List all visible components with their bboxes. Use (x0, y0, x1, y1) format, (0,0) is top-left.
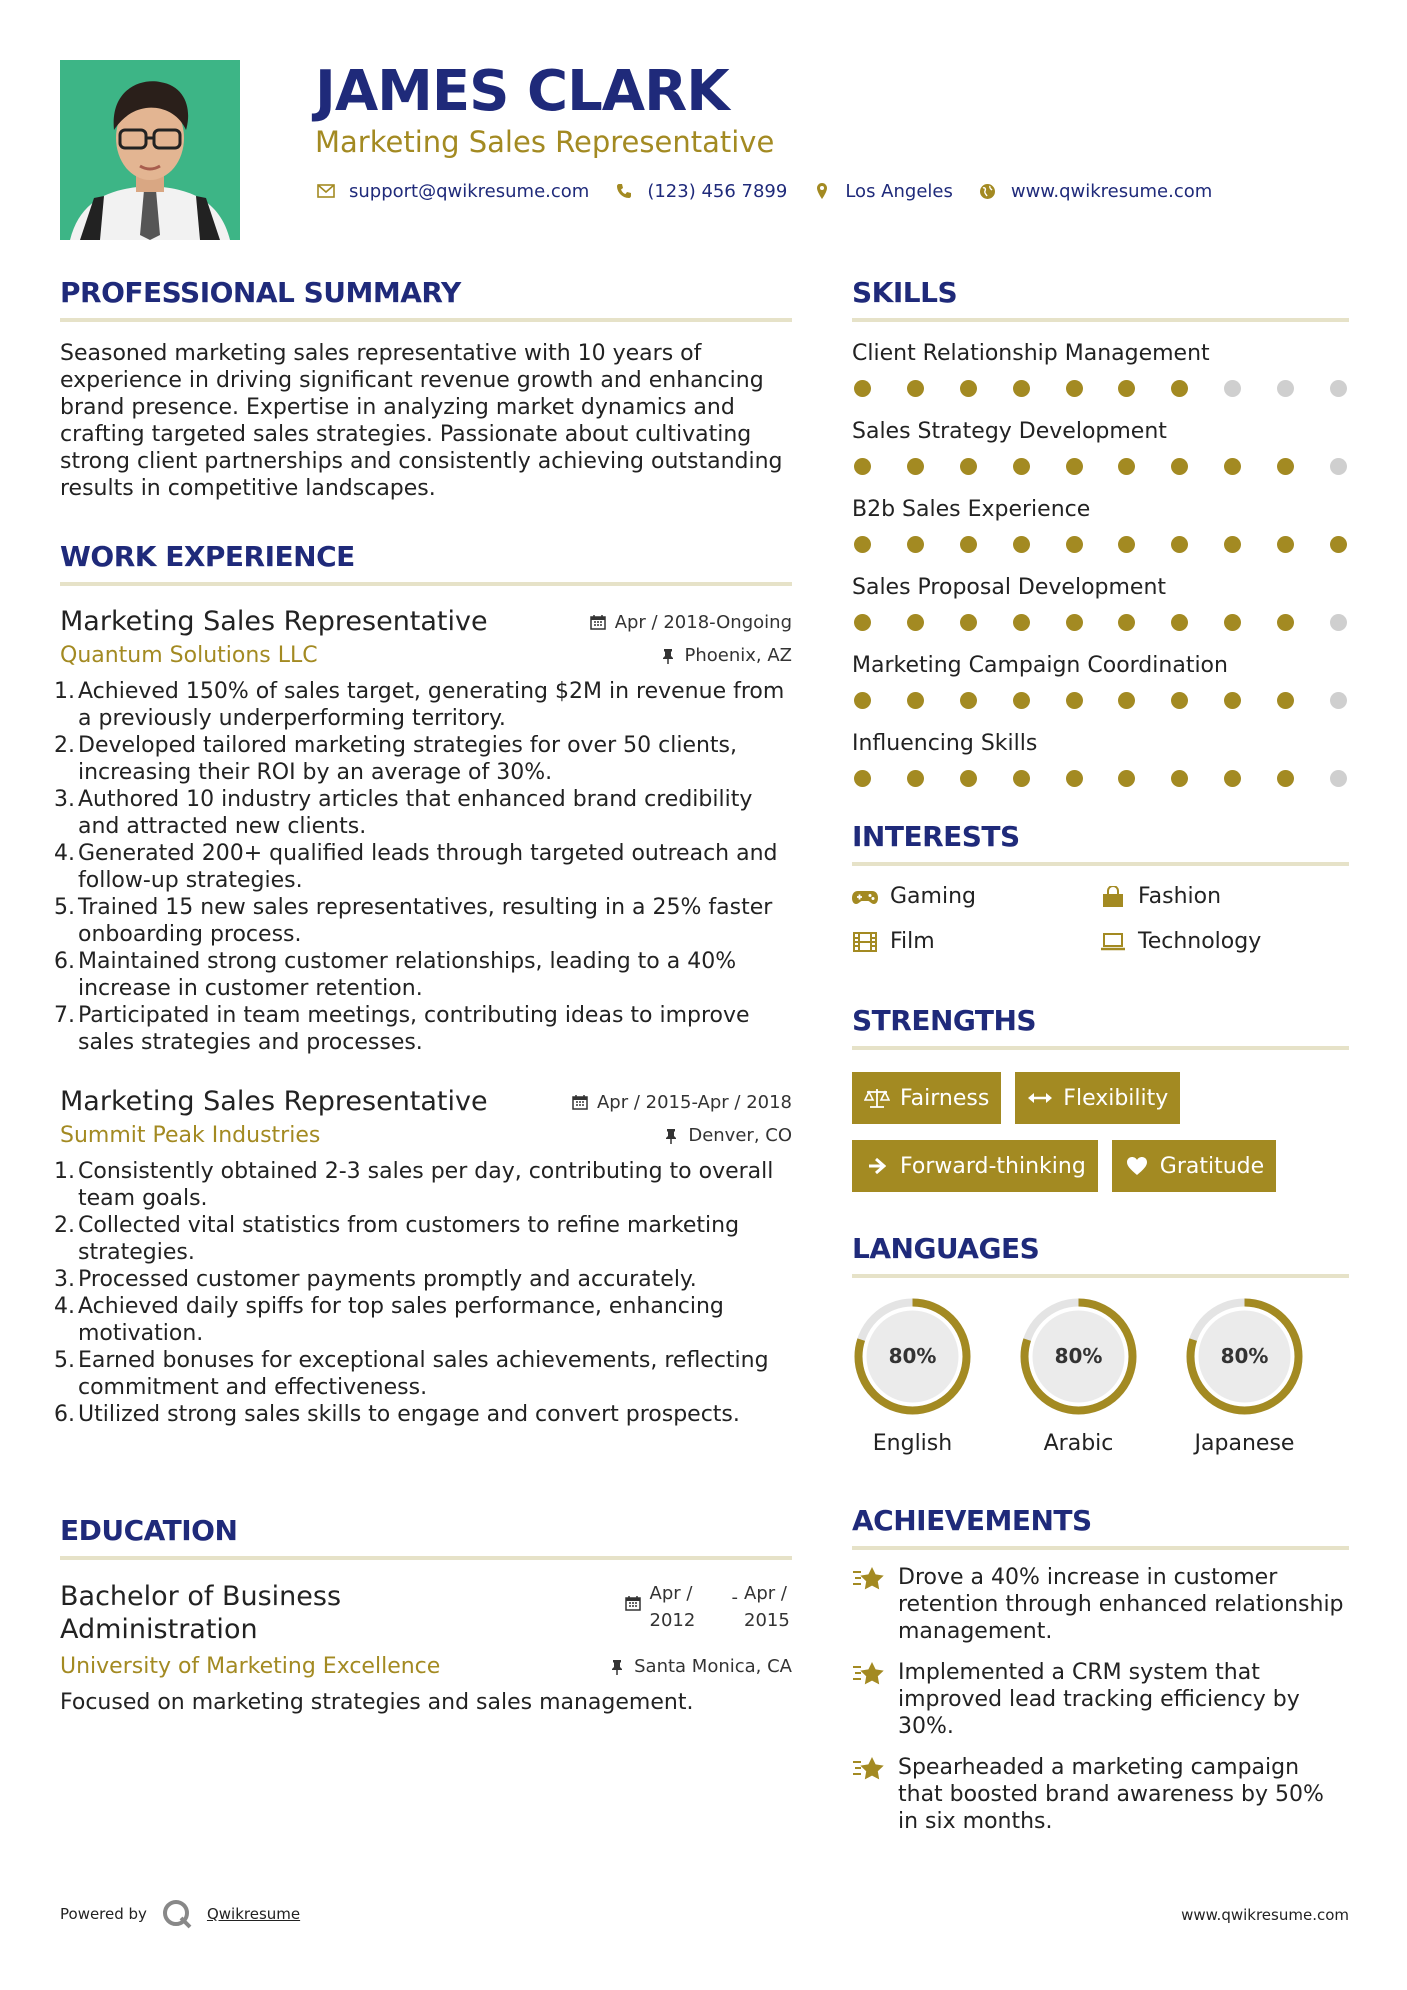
education-section (60, 1514, 792, 1716)
rating-dot-filled (960, 458, 977, 475)
contact-email[interactable]: support@qwikresume.com (349, 180, 590, 202)
rating-dot-filled (854, 614, 871, 631)
rating-dot-filled (907, 614, 924, 631)
list-item: 2. Collected vital statistics from customers to refine marketing strategies. (54, 1213, 740, 1265)
film-icon (852, 931, 878, 953)
rating-dot-filled (1066, 692, 1083, 709)
strength-tag-fairness: Fairness (852, 1072, 1001, 1124)
strength-tag-flexibility: Flexibility (1015, 1072, 1180, 1124)
section-divider (852, 862, 1349, 866)
achievements-title: ACHIEVEMENTS (852, 1504, 1092, 1537)
rating-dot-filled (1277, 536, 1294, 553)
list-item: 4. Generated 200+ qualified leads through targeted outreach and follow-up strategies. (54, 841, 778, 893)
skill-rating (852, 536, 1349, 553)
calendar-icon (571, 1093, 589, 1111)
list-item: 7. Participated in team meetings, contributing ideas to improve sales strategies and processes. (54, 1003, 750, 1055)
skills-list (852, 340, 1349, 787)
list-item: 3. Processed customer payments promptly and accurately. (54, 1267, 697, 1292)
company-name: Quantum Solutions LLC (60, 643, 318, 668)
job-date-text: Apr / 2018-Ongoing (614, 611, 792, 633)
language-item (1184, 1296, 1305, 1456)
rating-dot-filled (1013, 458, 1030, 475)
language-gauge (1184, 1296, 1305, 1417)
rating-dot-filled (1066, 380, 1083, 397)
contact-website[interactable]: www.qwikresume.com (1010, 180, 1213, 202)
candidate-name: JAMES CLARK (315, 59, 729, 124)
skill-rating (852, 614, 1349, 631)
job-location-text: Denver, CO (688, 1125, 792, 1146)
job-location (662, 1125, 792, 1146)
rating-dot-filled (1013, 770, 1030, 787)
skill-name: Marketing Campaign Coordination (852, 653, 1228, 678)
list-item: 1. Achieved 150% of sales target, generating $2M in revenue from a previously underperforming territory. (54, 679, 785, 731)
summary-title: PROFESSIONAL SUMMARY (60, 276, 461, 309)
heart-icon (1124, 1155, 1150, 1177)
footer-powered-by: Powered by Qwikresume (60, 1898, 300, 1930)
rating-dot-filled (854, 536, 871, 553)
calendar-icon (589, 613, 607, 631)
skill-name: Sales Proposal Development (852, 575, 1167, 600)
profile-photo (60, 60, 240, 240)
gauge-label: 80% (1220, 1344, 1269, 1368)
rating-dot-empty (1330, 770, 1347, 787)
rating-dot-empty (1330, 614, 1347, 631)
rating-dot-filled (1277, 458, 1294, 475)
education-dates (624, 1580, 793, 1646)
strengths-title: STRENGTHS (852, 1004, 1037, 1037)
rating-dot-filled (854, 692, 871, 709)
rating-dot-filled (1118, 380, 1135, 397)
profile-photo-illustration (60, 60, 240, 240)
rating-dot-empty (1330, 380, 1347, 397)
education-start: Apr / 2012 (649, 1583, 696, 1631)
skill-rating (852, 380, 1349, 397)
language-name: Japanese (1194, 1431, 1295, 1456)
job-location (659, 645, 793, 666)
languages-section (852, 1232, 1349, 1456)
job-date (571, 1092, 792, 1113)
shopping-bag-icon (1100, 886, 1126, 908)
education-description: Focused on marketing strategies and sales management. (60, 1690, 694, 1715)
strengths-section (852, 1004, 1349, 1192)
rating-dot-empty (1277, 380, 1294, 397)
rating-dot-filled (1277, 692, 1294, 709)
balance-scale-icon (864, 1087, 890, 1109)
rating-dot-filled (1171, 614, 1188, 631)
language-gauge (1018, 1296, 1139, 1417)
rating-dot-empty (1224, 380, 1241, 397)
phone-icon (613, 180, 635, 202)
skill-item (852, 652, 1349, 709)
contact-bar (315, 178, 1236, 204)
rating-dot-empty (1330, 692, 1347, 709)
rating-dot-filled (854, 770, 871, 787)
candidate-role: Marketing Sales Representative (315, 125, 775, 159)
skill-rating (852, 692, 1349, 709)
rating-dot-filled (1171, 380, 1188, 397)
rating-dot-filled (1330, 536, 1347, 553)
achievements-section (852, 1504, 1349, 1835)
list-item: 4. Achieved daily spiffs for top sales performance, enhancing motivation. (54, 1294, 724, 1346)
pushpin-icon (662, 1127, 680, 1145)
skill-name: Influencing Skills (852, 731, 1038, 756)
degree-title: Bachelor of Business Administration (60, 1581, 342, 1645)
gauge-label: 80% (888, 1344, 937, 1368)
rating-dot-filled (1066, 770, 1083, 787)
rating-dot-filled (1013, 614, 1030, 631)
qwikresume-logo-icon (161, 1898, 193, 1930)
interest-film: Film (852, 929, 1100, 954)
rating-dot-filled (1171, 458, 1188, 475)
arrows-horizontal-icon (1027, 1087, 1053, 1109)
job-bullets (54, 678, 792, 1056)
date-separator: - (731, 1587, 738, 1608)
education-end: Apr / 2015 (744, 1583, 790, 1631)
rating-dot-filled (1171, 692, 1188, 709)
language-item (852, 1296, 973, 1456)
interests-section (852, 820, 1349, 954)
list-item: 1. Consistently obtained 2-3 sales per day, contributing to overall team goals. (54, 1159, 774, 1211)
company-name: Summit Peak Industries (60, 1123, 321, 1148)
rating-dot-filled (1118, 458, 1135, 475)
rating-dot-filled (1171, 536, 1188, 553)
languages-title: LANGUAGES (852, 1232, 1040, 1265)
skill-name: Client Relationship Management (852, 341, 1210, 366)
star-award-icon (852, 1659, 886, 1689)
rating-dot-filled (960, 770, 977, 787)
skill-item (852, 730, 1349, 787)
gamepad-icon (852, 886, 878, 908)
experience-section (54, 540, 792, 1428)
contact-location: Los Angeles (845, 180, 953, 202)
footer-website[interactable]: www.qwikresume.com (1181, 1906, 1349, 1924)
star-award-icon (852, 1754, 886, 1784)
job-title: Marketing Sales Representative (60, 606, 488, 637)
rating-dot-filled (854, 380, 871, 397)
strength-tag-forward-thinking: Forward-thinking (852, 1140, 1098, 1192)
rating-dot-filled (907, 692, 924, 709)
contact-phone[interactable]: (123) 456 7899 (647, 180, 788, 202)
rating-dot-filled (1224, 692, 1241, 709)
list-item: 2. Developed tailored marketing strategies for over 50 clients, increasing their ROI by an average of 30%. (54, 733, 738, 785)
skill-item (852, 496, 1349, 553)
interests-title: INTERESTS (852, 820, 1020, 853)
achievement-item: Drove a 40% increase in customer retention through enhanced relationship management. (852, 1564, 1349, 1645)
list-item: 3. Authored 10 industry articles that enhanced brand credibility and attracted new clients. (54, 787, 753, 839)
list-item: 5. Earned bonuses for exceptional sales achievements, reflecting commitment and effectiveness. (54, 1348, 769, 1400)
section-divider (60, 582, 792, 586)
language-item (1018, 1296, 1139, 1456)
list-item: 5. Trained 15 new sales representatives, resulting in a 25% faster onboarding process. (54, 895, 773, 947)
job-location-text: Phoenix, AZ (684, 645, 792, 666)
laptop-icon (1100, 931, 1126, 953)
skill-rating (852, 458, 1349, 475)
rating-dot-filled (1066, 458, 1083, 475)
language-gauge (852, 1296, 973, 1417)
section-divider (60, 318, 792, 322)
section-divider (852, 1046, 1349, 1050)
rating-dot-filled (1224, 614, 1241, 631)
rating-dot-filled (907, 770, 924, 787)
rating-dot-filled (1118, 692, 1135, 709)
rating-dot-filled (854, 458, 871, 475)
rating-dot-filled (1118, 536, 1135, 553)
pushpin-icon (659, 647, 677, 665)
rating-dot-empty (1330, 458, 1347, 475)
interest-gaming: Gaming (852, 884, 1100, 909)
job-entry (54, 606, 792, 1056)
star-award-icon (852, 1564, 886, 1594)
job-date-text: Apr / 2015-Apr / 2018 (596, 1091, 792, 1113)
arrow-right-icon (864, 1155, 890, 1177)
interest-fashion: Fashion (1100, 884, 1349, 909)
rating-dot-filled (960, 614, 977, 631)
section-divider (852, 1546, 1349, 1550)
languages-list (852, 1296, 1349, 1456)
calendar-icon (624, 1594, 642, 1612)
gauge-label: 80% (1054, 1344, 1103, 1368)
skill-name: B2b Sales Experience (852, 497, 1091, 522)
rating-dot-filled (907, 380, 924, 397)
skills-section (852, 276, 1349, 787)
skill-name: Sales Strategy Development (852, 419, 1167, 444)
rating-dot-filled (1118, 614, 1135, 631)
list-item: 6. Maintained strong customer relationships, leading to a 40% increase in customer retention. (54, 949, 737, 1001)
section-divider (60, 1556, 792, 1560)
globe-icon (977, 180, 999, 202)
achievement-item: Spearheaded a marketing campaign that boosted brand awareness by 50% in six months. (852, 1754, 1349, 1835)
achievement-item: Implemented a CRM system that improved lead tracking efficiency by 30%. (852, 1659, 1349, 1740)
skill-rating (852, 770, 1349, 787)
rating-dot-filled (1277, 770, 1294, 787)
rating-dot-filled (960, 536, 977, 553)
interest-technology: Technology (1100, 929, 1349, 954)
language-name: Arabic (1043, 1431, 1114, 1456)
map-pin-icon (811, 180, 833, 202)
rating-dot-filled (1013, 536, 1030, 553)
job-bullets (54, 1158, 792, 1428)
rating-dot-filled (1066, 614, 1083, 631)
skills-title: SKILLS (852, 276, 958, 309)
list-item: 6. Utilized strong sales skills to engage and convert prospects. (54, 1402, 740, 1427)
job-date (589, 612, 792, 633)
rating-dot-filled (907, 536, 924, 553)
skill-item (852, 340, 1349, 397)
skill-item (852, 418, 1349, 475)
education-title: EDUCATION (60, 1514, 238, 1547)
summary-section (60, 276, 792, 502)
summary-text: Seasoned marketing sales representative with 10 years of experience in driving significant revenue growth and enhancing brand presence. Expertise in analyzing market dynamics and crafting targeted sales strategies. Passionate about cultivating strong client partnerships and consistently achieving outstanding results in competitive landscapes. (60, 341, 783, 501)
strength-tag-gratitude: Gratitude (1112, 1140, 1276, 1192)
school-location-text: Santa Monica, CA (634, 1656, 792, 1677)
rating-dot-filled (1013, 380, 1030, 397)
job-entry (54, 1086, 792, 1428)
rating-dot-filled (1171, 770, 1188, 787)
rating-dot-filled (907, 458, 924, 475)
rating-dot-filled (1277, 614, 1294, 631)
skill-item (852, 574, 1349, 631)
section-divider (852, 1274, 1349, 1278)
experience-title: WORK EXPERIENCE (60, 540, 355, 573)
rating-dot-filled (1013, 692, 1030, 709)
rating-dot-filled (960, 692, 977, 709)
rating-dot-filled (960, 380, 977, 397)
rating-dot-filled (1118, 770, 1135, 787)
school-location (608, 1656, 792, 1677)
language-name: English (872, 1431, 953, 1456)
rating-dot-filled (1224, 536, 1241, 553)
rating-dot-filled (1224, 458, 1241, 475)
rating-dot-filled (1224, 770, 1241, 787)
pushpin-icon (608, 1658, 626, 1676)
envelope-icon (315, 180, 337, 202)
school-name: University of Marketing Excellence (60, 1654, 441, 1679)
section-divider (852, 318, 1349, 322)
rating-dot-filled (1066, 536, 1083, 553)
footer-brand-link[interactable]: Qwikresume (206, 1905, 301, 1923)
job-title: Marketing Sales Representative (60, 1086, 488, 1117)
